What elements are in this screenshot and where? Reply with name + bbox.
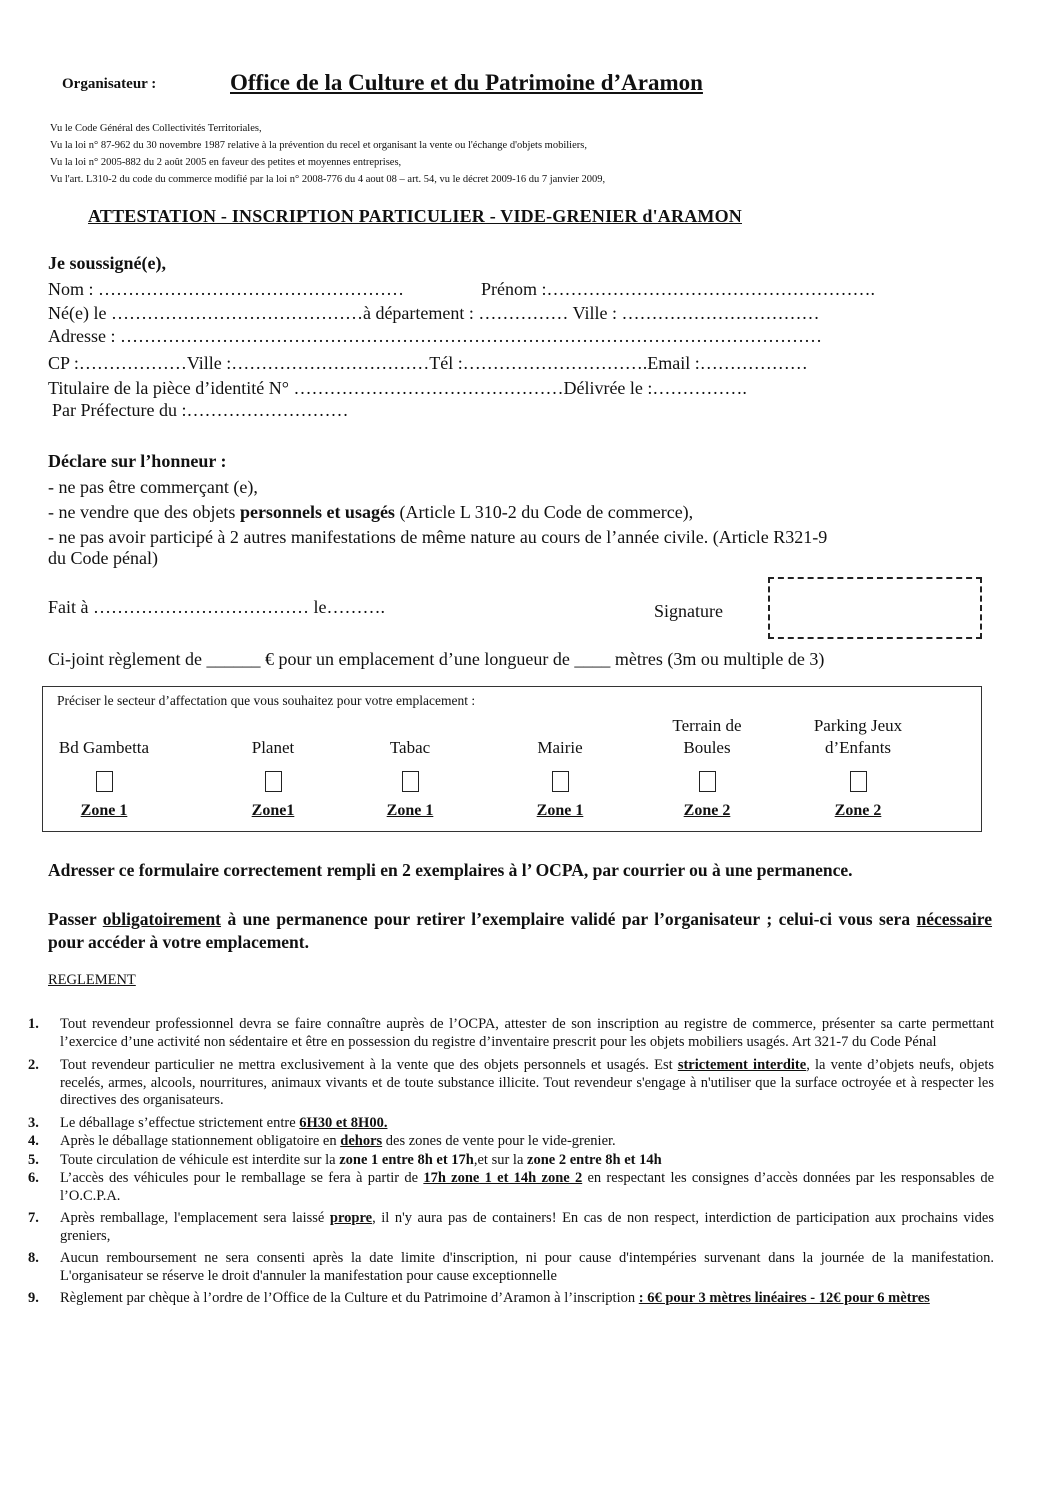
declaration-item-2: - ne vendre que des objets personnels et usagés (Article L 310-2 du Code de commerce), bbox=[48, 502, 694, 522]
zone-option-bd-gambetta bbox=[39, 715, 169, 820]
zone-option-planet bbox=[208, 715, 338, 820]
zone-number: Zone 1 bbox=[80, 802, 128, 819]
payment-line: Ci-joint règlement de ______ € pour un emplacement d’une longueur de ____ mètres (3m ou multiple de 3) bbox=[48, 649, 825, 669]
zone-option-label: Mairie bbox=[537, 738, 583, 757]
zone-option-label: Terrain de Boules bbox=[672, 716, 742, 757]
zone-checkbox[interactable] bbox=[265, 771, 282, 792]
zone-checkbox[interactable] bbox=[850, 771, 867, 792]
zone-option-label: Parking Jeux d’Enfants bbox=[813, 716, 903, 757]
id-document-field: Titulaire de la pièce d’identité N° ………………………………………Délivrée le :……………. bbox=[48, 378, 747, 398]
zone-option-label: Planet bbox=[251, 738, 295, 757]
legal-ref-2: Vu la loi n° 87-962 du 30 novembre 1987 relative à la prévention du recel et organisant la vente ou l'échange d'objets mobiliers, bbox=[50, 140, 587, 151]
signature-label: Signature bbox=[654, 601, 723, 621]
rule-9: 9. Règlement par chèque à l’ordre de l’Office de la Culture et du Patrimoine d’Aramon à l’inscription : 6€ pour 3 mètres linéaires - 12€ pour 6 mètres bbox=[28, 1290, 930, 1306]
undersigned-heading: Je soussigné(e), bbox=[48, 253, 166, 273]
reglement-heading: REGLEMENT bbox=[48, 972, 136, 988]
rule-3: 3. Le déballage s’effectue strictement entre 6H30 et 8H00. bbox=[28, 1114, 388, 1131]
prenom-field: Prénom :………………………………………………. bbox=[481, 279, 875, 299]
declaration-item-3: - ne pas avoir participé à 2 autres manifestations de même nature au cours de l’année civile. (Article R321-9 bbox=[48, 527, 828, 547]
zone-option-label: Tabac bbox=[389, 738, 431, 757]
zone-checkbox[interactable] bbox=[552, 771, 569, 792]
organizer-label: Organisateur : bbox=[62, 76, 157, 92]
legal-ref-3: Vu la loi n° 2005-882 du 2 août 2005 en faveur des petites et moyennes entreprises, bbox=[50, 157, 402, 168]
cp-city-phone-email-field: CP :………………Ville :……………………………Tél :………………………….Email :……………… bbox=[48, 353, 808, 373]
zone-checkbox[interactable] bbox=[699, 771, 716, 792]
declaration-heading: Déclare sur l’honneur : bbox=[48, 451, 227, 471]
address-field: Adresse : ……………………………………………………………………………………………………… bbox=[48, 326, 822, 346]
legal-ref-4: Vu l'art. L310-2 du code du commerce modifié par la loi n° 2008-776 du 4 aout 08 – art. 54, vu le décret 2009-16 du 7 janvier 2009, bbox=[50, 174, 606, 185]
zone-option-tabac bbox=[345, 715, 475, 820]
zone-number: Zone 2 bbox=[683, 802, 731, 819]
organizer-name: Office de la Culture et du Patrimoine d’Aramon bbox=[230, 70, 703, 95]
rule-6: 6. L’accès des véhicules pour le remballage se fera à partir de 17h zone 1 et 14h zone 2 en respectant les consignes d’accès données par les responsables de l’O.C.P.A. bbox=[28, 1170, 995, 1204]
notice-permanence: Passer obligatoirement à une permanence pour retirer l’exemplaire validé par l’organisateur ; celui-ci vous sera nécessaire pour accéder à votre emplacement. bbox=[48, 909, 993, 952]
fait-a-field: Fait à ……………………………… le………. bbox=[48, 597, 385, 617]
rules-list bbox=[28, 1016, 994, 1309]
rule-7: 7. Après remballage, l'emplacement sera laissé propre, il n'y aura pas de containers! En cas de non respect, interdiction de participation aux prochains vides greniers, bbox=[28, 1210, 994, 1244]
nom-field: Nom : …………………………………………… bbox=[48, 279, 405, 299]
birth-field: Né(e) le ……………………………………à département : …………… Ville : …………………………… bbox=[48, 303, 820, 323]
zone-intro: Préciser le secteur d’affectation que vous souhaitez pour votre emplacement : bbox=[57, 693, 476, 708]
rule-5: 5. Toute circulation de véhicule est interdite sur la zone 1 entre 8h et 17h,et sur la zone 2 entre 8h et 14h bbox=[28, 1151, 662, 1168]
declaration-item-1: - ne pas être commerçant (e), bbox=[48, 477, 258, 497]
zone-number: Zone 1 bbox=[386, 802, 434, 819]
zone-checkbox[interactable] bbox=[402, 771, 419, 792]
zone-number: Zone1 bbox=[251, 802, 295, 819]
zone-option-terrain-de-boules bbox=[632, 715, 782, 820]
notice-send-form: Adresser ce formulaire correctement rempli en 2 exemplaires à l’ OCPA, par courrier ou à une permanence. bbox=[48, 860, 853, 880]
zone-option-label: Bd Gambetta bbox=[58, 738, 150, 757]
zone-number: Zone 1 bbox=[536, 802, 584, 819]
zone-selection-box bbox=[42, 686, 982, 832]
rule-8: 8. Aucun remboursement ne sera consenti après la date limite d'inscription, ni pour cause d'intempéries survenant dans la journée de la manifestation. L'organisateur se réserve le droit d'annuler la manifestation pour cause exceptionnelle bbox=[28, 1250, 994, 1284]
declaration-item-3-cont: du Code pénal) bbox=[48, 548, 158, 568]
rule-2: 2. Tout revendeur particulier ne mettra exclusivement à la vente que des objets personnels et usagés. Est strictement interdite, la vente d’objets neufs, objets recelés, armes, alcools, nourritures, animaux vivants et de toute substance illicite. Tout revendeur s'engage à n'utiliser que la surface octroyée et à respecter les directives des organisateurs. bbox=[28, 1057, 994, 1108]
zone-option-parking-jeux-enfants bbox=[783, 715, 933, 820]
form-title: ATTESTATION - INSCRIPTION PARTICULIER - VIDE-GRENIER d'ARAMON bbox=[88, 206, 742, 226]
rule-1: 1. Tout revendeur professionnel devra se faire connaître auprès de l’OCPA, attester de son inscription au registre de commerce, présenter sa carte permettant l’exercice d’une activité non sédentaire et être en possession du registre d’inventaire prescrit pour les objets mobiliers usagés. Art 321-7 du Code Pénal bbox=[28, 1016, 994, 1050]
rule-4: 4. Après le déballage stationnement obligatoire en dehors des zones de vente pour le vide-grenier. bbox=[28, 1133, 616, 1149]
zone-option-mairie bbox=[495, 715, 625, 820]
signature-box[interactable] bbox=[768, 577, 982, 639]
prefecture-field: Par Préfecture du :……………………… bbox=[52, 400, 349, 420]
zone-number: Zone 2 bbox=[834, 802, 882, 819]
zone-checkbox[interactable] bbox=[96, 771, 113, 792]
legal-ref-1: Vu le Code Général des Collectivités Territoriales, bbox=[50, 123, 262, 134]
